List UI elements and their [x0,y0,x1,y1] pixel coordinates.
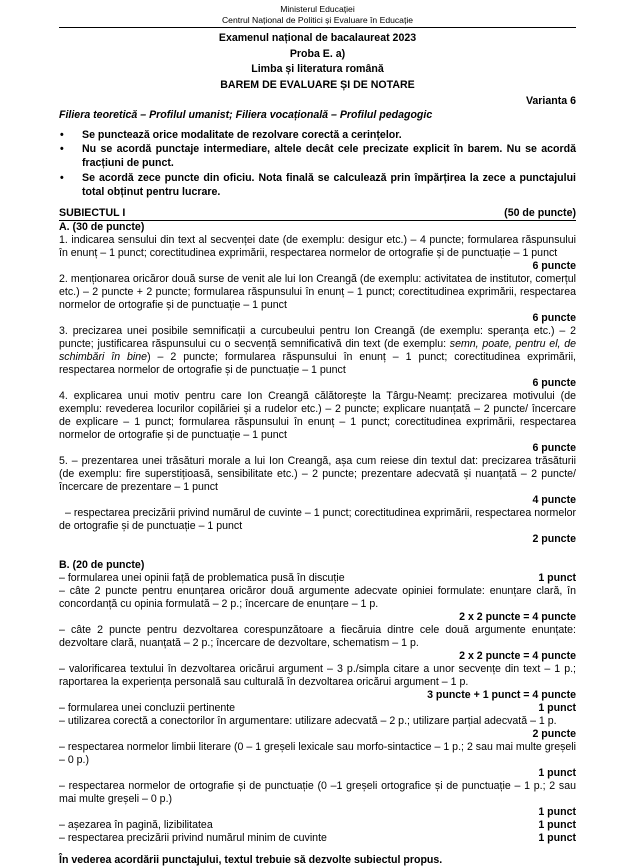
item-points: 3 puncte + 1 punct = 4 puncte [427,689,576,702]
section-b-item: – utilizarea corectă a conectorilor în argumentare: utilizare adecvată – 2 p.; utilizare parțial adecvată – 1 p. 2 puncte [59,715,576,741]
subiect-label: SUBIECTUL I [59,207,126,220]
ministry-name: Ministerul Educației [280,4,355,14]
item-points: 1 punct [538,767,576,780]
barem-title: BAREM DE EVALUARE ȘI DE NOTARE [220,78,415,91]
proba-title: Proba E. a) [289,47,346,60]
section-a-item: 3. precizarea unei posibile semnificații a curcubeului pentru Ion Creangă (de exemplu: speranța etc.) – 2 puncte; justificarea răspunsului cu o secvență semnificativă din text (de exemplu: semn, poate, pentru el, de schimbări în bine) – 2 puncte; formularea răspunsului în enunț – 1 punct; corectitudinea exprimării, respectarea normelor de ortografie și de punctuație – 1 punct 6 puncte [59,325,576,390]
barem-page [59,4,576,867]
section-a-item: – respectarea precizării privind numărul de cuvinte – 1 punct; corectitudinea exprimării, respectarea normelor de ortografie și de punctuație – 1 punct 2 puncte [59,507,576,546]
item-points: 1 punct [538,819,576,832]
subject-title: Limba și literatura română [251,63,384,75]
section-b-heading: B. (20 de puncte) [59,559,145,572]
section-a-item: 5. – prezentarea unei trăsături morale a lui Ion Creangă, așa cum reiese din textul dat: precizarea trăsăturii (de exemplu: fire superstițioasă, sensibilitate etc.) – 2 puncte; prezentare adecvată și nuanțată – 2 puncte/încercare de prezentare – 1 punct 4 puncte [59,455,576,507]
item-points: 2 puncte [532,728,576,741]
section-b-item: – respectarea normelor de ortografie și de punctuație (0 –1 greșeli ortografice și de punctuație – 1 p.; 2 sau mai multe greșeli – 0 p.) 1 punct [59,780,576,819]
item-points: 1 punct [538,806,576,819]
filiera-line: Filiera teoretică – Profilul umanist; Filiera vocațională – Profilul pedagogic [59,109,433,121]
section-b-item: – formularea unei opinii față de problematica pusă în discuție 1 punct [59,572,576,585]
rule-item: • Se acordă zece puncte din oficiu. Nota finală se calculează prin împărțirea la zece a punctajului total obținut pentru lucrare. [60,171,576,198]
center-name: Centrul Național de Politici și Evaluare în Educație [221,15,414,25]
rule-item: • Nu se acordă punctaje intermediare, altele decât cele precizate explicit în barem. Nu se acordă fracțiuni de punct. [60,143,576,170]
item-points: 6 puncte [532,312,576,325]
subiect-heading [59,207,576,221]
exam-title: Examenul național de bacalaureat 2023 [218,32,417,44]
item-points: 6 puncte [532,260,576,273]
section-b-item: – valorificarea textului în dezvoltarea oricărui argument – 3 p./simpla citare a unor secvențe din text – 1 p.; raportarea la experiența personală sau culturală în dezvoltarea oricărui argument – 1 p. 3 puncte + 1 punct = 4 puncte [59,663,576,702]
section-a-heading: A. (30 de puncte) [59,221,145,234]
bullet-icon: • [60,171,64,184]
section-b-item: – respectarea normelor limbii literare (0 – 1 greșeli lexicale sau morfo-sintactice – 1 p.; 2 sau mai multe greșeli – 0 p.) 1 punct [59,741,576,780]
general-rules-list [59,128,576,199]
ministry-header [59,4,576,26]
section-b-item: – respectarea precizării privind numărul minim de cuvinte 1 punct [59,832,576,845]
varianta-label: Varianta 6 [525,95,576,107]
section-a-item: 1. indicarea sensului din text al secvenței date (de exemplu: desigur etc.) – 4 puncte; formularea răspunsului în enunț – 1 punct; corectitudinea exprimării, respectarea normelor de ortografie și de punctuație – 1 punct 6 puncte [59,234,576,273]
section-b-item: – formularea unei concluzii pertinente 1 punct [59,702,576,715]
item-points: 2 x 2 puncte = 4 puncte [459,611,576,624]
quoted-text: semn, poate, pentru el, de schimbări în bine [59,338,576,364]
section-a-item: 4. explicarea unui motiv pentru care Ion Creangă călătorește la Târgu-Neamț: precizarea motivului (de exemplu: revederea locurilor copilăriei și a rudelor etc.) – 2 puncte; explicare nuanțată – 2 puncte/ încercare de explicare – 1 punct; formularea răspunsului în enunț – 1 punct; corectitudinea exprimării, respectarea normelor de ortografie și de punctuație – 1 punct 6 puncte [59,390,576,455]
section-a-item: 2. menționarea oricăror două surse de venit ale lui Ion Creangă (de exemplu: activitatea de institutor, comerțul etc.) – 2 puncte + 2 puncte; formularea răspunsului în enunț – 1 punct; corectitudinea exprimării, respectarea normelor de ortografie și de punctuație – 1 punct 6 puncte [59,273,576,325]
bullet-icon: • [60,143,64,156]
item-points: 2 puncte [532,533,576,546]
item-points: 1 punct [538,702,576,715]
item-points: 6 puncte [532,442,576,455]
footnote: În vederea acordării punctajului, textul trebuie să dezvolte subiectul propus. [59,854,443,867]
rule-item: • Se punctează orice modalitate de rezolvare corectă a cerințelor. [60,129,402,141]
section-b-item: – câte 2 puncte pentru enunțarea oricăror două argumente adecvate opiniei formulate: enunțare clară, în concordanță cu opinia formulată – 2 p.; încercare de enunțare – 1 p. 2 x 2 puncte = 4 puncte [59,585,576,624]
item-points: 1 punct [538,572,576,585]
section-b-item: – câte 2 puncte pentru dezvoltarea corespunzătoare a fiecăruia dintre cele două argumente enunțate: dezvoltare clară, nuanțată – 2 p.; încercare de dezvoltare, schematism – 1 p. 2 x 2 puncte = 4 puncte [59,624,576,663]
bullet-icon: • [60,129,64,141]
item-points: 2 x 2 puncte = 4 puncte [459,650,576,663]
section-b-item: – așezarea în pagină, lizibilitatea 1 punct [59,819,576,832]
item-points: 6 puncte [532,377,576,390]
item-points: 4 puncte [532,494,576,507]
subiect-points: (50 de puncte) [504,207,576,220]
item-points: 1 punct [538,832,576,845]
header-divider [59,27,576,28]
